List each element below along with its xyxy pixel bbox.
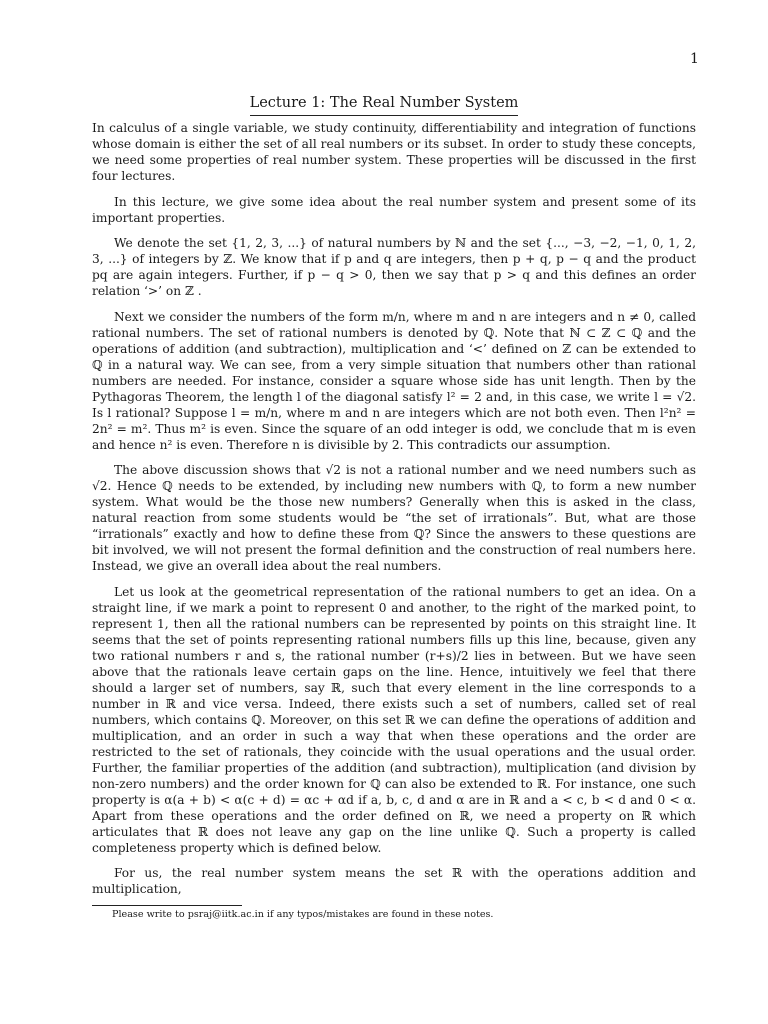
- paragraph-overview: In this lecture, we give some idea about the real number system and present some of its important properties.: [92, 194, 696, 225]
- body-text: [92, 120, 696, 897]
- paragraph-geometry: Let us look at the geometrical representation of the rational numbers to get an idea. On a straight line, if we mark a point to represent 0 and another, to the right of the marked point, to represent 1, then all the rational numbers can be represented by points on this straight line. It seems that the set of points representing rational numbers fills up this line, because, given any two rational numbers r and s, the rational number (r+s)/2 lies in between. But we have seen above that the rationals leave certain gaps on the line. Hence, intuitively we feel that there should a larger set of numbers, say ℝ, such that every element in the line corresponds to a number in ℝ and vice versa. Indeed, there exists such a set of numbers, called set of real numbers, which contains ℚ. Moreover, on this set ℝ we can define the operations of addition and multiplication, and an order in such a way that when these operations and the order are restricted to the set of rationals, they coincide with the usual operations and the usual order. Further, the familiar properties of the addition (and subtraction), multiplication (and division by non-zero numbers) and the order known for ℚ can also be extended to ℝ. For instance, one such property is α(a + b) < α(c + d) = αc + αd if a, b, c, d and α are in ℝ and a < c, b < d and 0 < α. Apart from these operations and the order defined on ℝ, we need a property on ℝ which articulates that ℝ does not leave any gap on the line unlike ℚ. Such a property is called completeness property which is defined below.: [92, 584, 696, 855]
- lecture-title: Lecture 1: The Real Number System: [250, 94, 519, 116]
- page-number: 1: [690, 51, 699, 67]
- paragraph-intro: In calculus of a single variable, we study continuity, differentiability and integration of functions whose domain is either the set of all real numbers or its subset. In order to study these concepts, we need some properties of real number system. These properties will be discussed in the first four lectures.: [92, 121, 696, 183]
- footnote-divider: [92, 905, 242, 906]
- paragraph-real-system: For us, the real number system means the set ℝ with the operations addition and multiplication,: [92, 866, 696, 896]
- paragraph-integers: We denote the set {1, 2, 3, ...} of natural numbers by ℕ and the set {..., −3, −2, −1, 0, 1, 2, 3, ...} of integers by ℤ. We know that if p and q are integers, then p + q, p − q and the product pq are again integers. Further, if p − q > 0, then we say that p > q and this defines an order relation ‘>’ on ℤ .: [92, 236, 696, 298]
- footnote: Please write to psraj@iitk.ac.in if any typos/mistakes are found in these notes.: [112, 909, 494, 920]
- paragraph-irrationals: The above discussion shows that √2 is not a rational number and we need numbers such as √2. Hence ℚ needs to be extended, by including new numbers with ℚ, to form a new number system. What would be the those new numbers? Generally when this is asked in the class, natural reaction from some students would be “the set of irrationals”. But, what are those “irrationals” exactly and how to define these from ℚ? Since the answers to these questions are bit involved, we will not present the formal definition and the construction of real numbers here. Instead, we give an overall idea about the real numbers.: [92, 463, 696, 573]
- title-wrapper: [0, 92, 768, 116]
- paragraph-rationals: Next we consider the numbers of the form m/n, where m and n are integers and n ≠ 0, called rational numbers. The set of rational numbers is denoted by ℚ. Note that ℕ ⊂ ℤ ⊂ ℚ and the operations of addition (and subtraction), multiplication and ‘<’ defined on ℤ can be extended to ℚ in a natural way. We can see, from a very simple situation that numbers other than rational numbers are needed. For instance, consider a square whose side has unit length. Then by the Pythagoras Theorem, the length l of the diagonal satisfy l² = 2 and, in this case, we write l = √2. Is l rational? Suppose l = m/n, where m and n are integers which are not both even. Then l²n² = 2n² = m². Thus m² is even. Since the square of an odd integer is odd, we conclude that m is even and hence n² is even. Therefore n is divisible by 2. This contradicts our assumption.: [92, 309, 696, 452]
